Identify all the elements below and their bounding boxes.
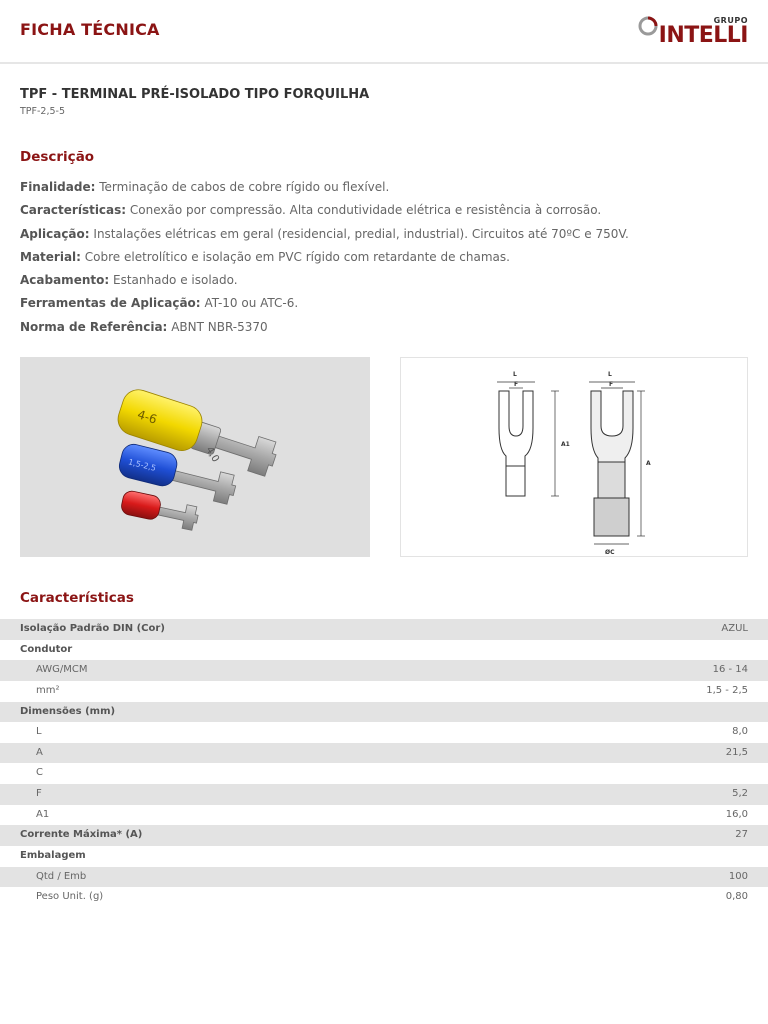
- product-title: TPF - TERMINAL PRÉ-ISOLADO TIPO FORQUILHA: [20, 87, 370, 102]
- description-item: [20, 316, 750, 339]
- description-label: Acabamento:: [20, 273, 110, 288]
- description-list: [20, 176, 750, 339]
- specs-table: [0, 619, 768, 908]
- dimension-drawing: [401, 358, 749, 558]
- spec-label: mm²: [36, 684, 60, 696]
- spec-label: L: [36, 726, 42, 738]
- spec-label: Condutor: [20, 643, 73, 655]
- spec-label: C: [36, 767, 43, 779]
- dim-label-l-left: L: [513, 371, 517, 378]
- table-row: [0, 867, 768, 888]
- spec-label: A1: [36, 808, 50, 820]
- dim-label-a: A: [646, 460, 651, 467]
- table-row: [0, 722, 768, 743]
- yellow-terminal-label: 4-6: [135, 407, 159, 427]
- spec-label: AWG/MCM: [36, 664, 88, 676]
- spec-value: 27: [735, 829, 748, 841]
- dim-label-l-right: L: [608, 371, 612, 378]
- dim-label-c: ØC: [605, 549, 615, 556]
- description-label: Material:: [20, 249, 81, 264]
- spec-label: Isolação Padrão DIN (Cor): [20, 623, 165, 634]
- description-label: Aplicação:: [20, 226, 90, 241]
- description-value: AT-10 ou ATC-6.: [204, 296, 299, 311]
- dim-label-a1: A1: [561, 441, 570, 448]
- description-item: [20, 246, 750, 269]
- spec-value: 16,0: [725, 808, 748, 820]
- description-label: Finalidade:: [20, 180, 96, 194]
- table-row: [0, 887, 768, 908]
- technical-drawing: [400, 357, 748, 557]
- description-value: Instalações elétricas em geral (residencial, predial, industrial). Circuitos até 70ºC e 750V.: [93, 226, 629, 241]
- spec-value: AZUL: [721, 623, 748, 634]
- spec-label: Corrente Máxima* (A): [20, 829, 143, 841]
- logo-mark-icon: [638, 16, 658, 36]
- spec-value: 21,5: [725, 746, 748, 758]
- red-terminal: [119, 490, 200, 531]
- spec-label: Dimensões (mm): [20, 705, 116, 717]
- spec-value: 8,0: [732, 726, 748, 738]
- table-row: [0, 763, 768, 784]
- table-row: [0, 681, 768, 702]
- description-item: [20, 199, 750, 222]
- table-row: [0, 784, 768, 805]
- spec-label: Qtd / Emb: [36, 870, 87, 882]
- terminal-photo-illustration: [20, 357, 370, 557]
- product-code: TPF-2,5-5: [20, 106, 66, 117]
- description-label: Ferramentas de Aplicação:: [20, 296, 201, 311]
- description-value: Cobre eletrolítico e isolação em PVC rígido com retardante de chamas.: [84, 249, 510, 264]
- spec-value: 0,80: [725, 891, 748, 903]
- table-row: [0, 805, 768, 826]
- description-value: Conexão por compressão. Alta condutividade elétrica e resistência à corrosão.: [129, 203, 602, 218]
- description-item: [20, 176, 750, 199]
- spec-label: Embalagem: [20, 850, 86, 862]
- description-value: Terminação de cabos de cobre rígido ou flexível.: [99, 180, 390, 194]
- table-row: [0, 846, 768, 867]
- product-photo: [20, 357, 370, 557]
- description-item: [20, 292, 750, 315]
- spec-label: F: [36, 788, 42, 800]
- spec-value: 100: [728, 870, 748, 882]
- spec-label: A: [36, 746, 43, 758]
- page-header: [0, 0, 768, 64]
- dim-label-f-right: F: [609, 381, 614, 388]
- spec-value: 16 - 14: [712, 664, 748, 676]
- description-item: [20, 269, 750, 292]
- description-label: Norma de Referência:: [20, 319, 168, 334]
- metal-stamp-label: 4,0: [203, 445, 221, 465]
- table-row: [0, 619, 768, 640]
- blue-terminal-label: 1,5-2,5: [127, 457, 157, 473]
- description-value: ABNT NBR-5370: [171, 319, 268, 334]
- spec-label: Peso Unit. (g): [36, 891, 104, 903]
- dim-label-f-left: F: [514, 381, 519, 388]
- table-row: [0, 825, 768, 846]
- table-row: [0, 702, 768, 723]
- table-row: [0, 640, 768, 661]
- brand-logo: [638, 14, 748, 50]
- description-item: [20, 223, 750, 246]
- table-row: [0, 660, 768, 681]
- description-label: Características:: [20, 203, 127, 218]
- description-value: Estanhado e isolado.: [112, 273, 238, 288]
- page-title: FICHA TÉCNICA: [20, 20, 160, 39]
- spec-value: 1,5 - 2,5: [706, 684, 748, 696]
- logo-intelli-text: INTELLI: [658, 23, 748, 48]
- specs-heading: Características: [20, 590, 134, 606]
- description-heading: Descrição: [20, 149, 95, 165]
- spec-value: 5,2: [732, 788, 748, 800]
- logo-grupo-text: GRUPO: [713, 16, 748, 25]
- table-row: [0, 743, 768, 764]
